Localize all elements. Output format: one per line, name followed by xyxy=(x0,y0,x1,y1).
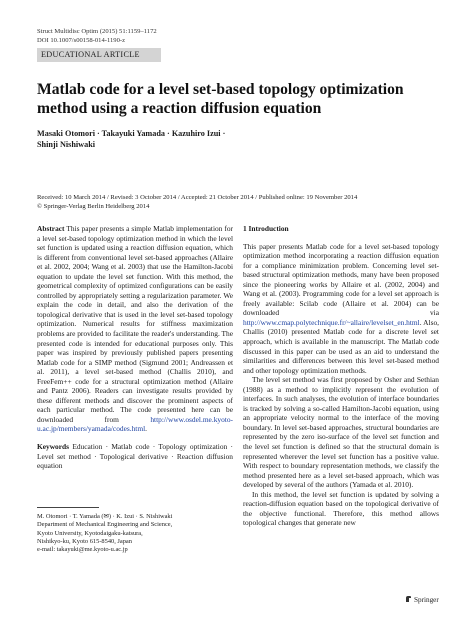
affiliation-authors: M. Otomori · T. Yamada (✉) · K. Izui · S. Nishiwaki xyxy=(37,513,173,520)
affiliation-divider xyxy=(37,507,99,508)
code-download-link[interactable]: http://www.osdel.me.kyoto-u.ac.jp/members/yamada/codes.html xyxy=(37,414,233,434)
publisher-logo xyxy=(405,595,439,604)
publisher-name: Springer xyxy=(414,596,439,604)
abstract-label: Abstract xyxy=(37,224,65,233)
affiliation-univ: Kyoto University, Kyotodaigaku-katsura, xyxy=(37,529,143,537)
affiliation-address: Nishikyo-ku, Kyoto 615-8540, Japan xyxy=(37,537,132,545)
history-dates: Received: 10 March 2014 / Revised: 3 October 2014 / Accepted: 21 October 2014 / Published online: 19 November 2014 xyxy=(37,194,358,201)
abstract xyxy=(37,224,233,434)
right-column xyxy=(243,224,439,528)
scilab-link[interactable]: http://www.cmap.polytechnique.fr/~allaire/levelset_en.html xyxy=(243,317,420,327)
journal-citation: Struct Multidisc Optim (2015) 51:1159–1172 xyxy=(37,28,157,35)
affiliation-dept: Department of Mechanical Engineering and Science, xyxy=(37,521,173,529)
copyright: © Springer-Verlag Berlin Heidelberg 2014 xyxy=(37,202,150,210)
abstract-tail: . xyxy=(145,424,148,434)
journal-header xyxy=(37,27,157,45)
intro-p1-b: . Also, Challis (2010) presented Matlab code for a discrete level set approach, which is available in the manuscript. The Matlab code discussed in this paper can be used as an aid to understand the similarities and differences between this level set-based method and other topology optimization methods. xyxy=(243,317,439,375)
intro-p1-a: This paper presents Matlab code for a level set-based topology optimization method incorporating a reaction diffusion equation for a compliance minimization problem. Concerning level set-based structural optimization methods, many have been proposed since the pioneering works by Allaire et al. (2002, 2004) and Wang et al. (2003). Programming code for a level set approach is freely available: Scilab code (Allaire et al. 2004) can be downloaded via xyxy=(243,241,439,318)
keywords-label: Keywords xyxy=(37,442,70,452)
doi: DOI 10.1007/s00158-014-1190-z xyxy=(37,37,126,44)
authors-line-1[interactable]: Masaki Otomori · Takayuki Yamada · Kazuhiro Izui · xyxy=(37,129,226,138)
left-column xyxy=(37,224,233,471)
section-heading: 1 Introduction xyxy=(243,224,289,233)
affiliation xyxy=(37,513,233,554)
intro-paragraph-2: The level set method was first proposed by Osher and Sethian (1988) as a method to implicitly represent the evolution of interfaces. In such analyses, the evolution of interface boundaries is tracked by solving a so-called Hamilton-Jacobi equation, using an appropriate velocity normal to the interface of the moving boundary. In level set-based approaches, structural boundaries are represented by the zero iso-surface of the level set function and the level set function is defined so that the structural domain is represented wherever the level set function has a positive value. With respect to boundary representation methods, we classify the method presented here as a level set-based approach, which was developed by several of the authors (Yamada et al. 2010). xyxy=(243,375,439,490)
intro-paragraph-1 xyxy=(243,242,439,376)
abstract-text: This paper presents a simple Matlab implementation for a level set-based topology optimization method in which the level set function is updated using a reaction diffusion equation, which is different from conventional level set-based approaches (Allaire et al. 2002, 2004; Wang et al. 2003) that use the Hamilton-Jacobi equation to update the level set function. With this method, the geometrical complexity of optimized configurations can be easily controlled by appropriately setting a regularization parameter. We explain the code in detail, and also the derivation of the topological derivative that is used in the level set-based topology optimization. Numerical results for stiffness maximization problems are provided to facilitate the reader's understanding. The presented code is intended for educational purposes only. This paper was inspired by previously published papers presenting Matlab code for a SIMP method (Sigmund 2001; Andreassen et al. 2011), a level set-based method (Challis 2010), and FreeFem++ code for a structural optimization method (Allaire and Pantz 2006). Readers can investigate results provided by these different methods and discover the prominent aspects of each particular method. The code presented here can be downloaded from xyxy=(37,224,233,424)
publication-dates xyxy=(37,194,457,211)
keywords xyxy=(37,442,233,471)
author-list xyxy=(37,129,327,150)
article-type-banner: EDUCATIONAL ARTICLE xyxy=(37,48,161,62)
intro-paragraph-3: In this method, the level set function is updated by solving a reaction-diffusion equation based on the topological derivative of the objective functional. Therefore, this method allows topological changes that generate new xyxy=(243,489,439,528)
authors-line-2[interactable]: Shinji Nishiwaki xyxy=(37,139,96,149)
springer-horse-icon xyxy=(405,595,412,603)
affiliation-email[interactable]: e-mail: takayuki@me.kyoto-u.ac.jp xyxy=(37,546,128,554)
paper-title: Matlab code for a level set-based topology optimization method using a reaction diffusion equation xyxy=(37,81,404,117)
keywords-text: Education · Matlab code · Topology optimization · Level set method · Topological derivative · Reaction diffusion equation xyxy=(37,442,233,471)
